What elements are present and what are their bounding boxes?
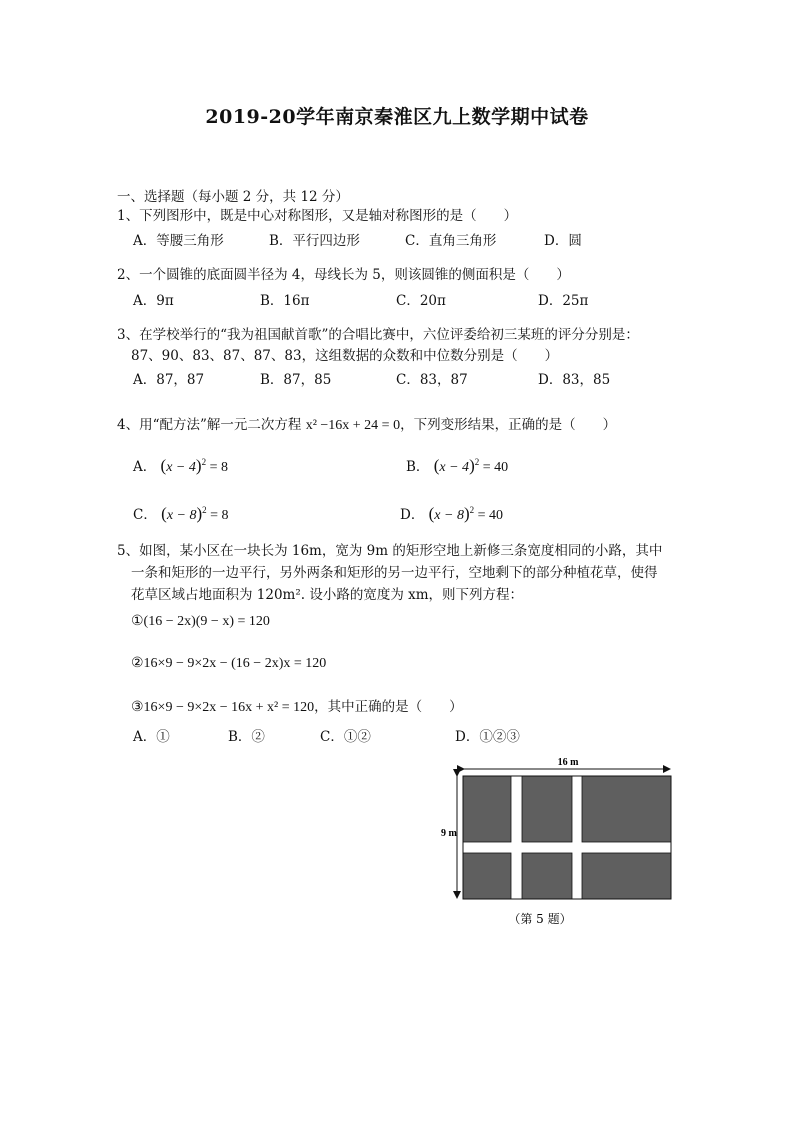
question-1-stem: 1、下列图形中，既是中心对称图形，又是轴对称图形的是（ ）: [117, 208, 518, 224]
garden-block: [463, 776, 511, 842]
q4-stem-suffix: ，下列变形结果，正确的是（ ）: [400, 417, 617, 433]
q4-option-a-exp: 2: [201, 457, 207, 467]
q3-option-d: D．83，85: [538, 372, 611, 388]
question-5-stem-line1: 5、如图，某小区在一块长为 16m，宽为 9m 的矩形空地上新修三条宽度相同的小路，其中: [117, 543, 663, 559]
width-label: 16 m: [557, 757, 579, 768]
question-3-stem-line2: 87、90、83、87、87、83，这组数据的众数和中位数分别是（ ）: [131, 348, 559, 364]
q2-option-a: A．9π: [133, 293, 174, 309]
q2-option-d: D．25π: [538, 293, 589, 309]
question-2-stem: 2、一个圆锥的底面圆半径为 4，母线长为 5，则该圆锥的侧面积是（ ）: [117, 267, 570, 283]
garden-block: [582, 853, 671, 899]
q5-equation-3-line: [131, 698, 463, 717]
q5-option-d: D．①②③: [455, 729, 520, 745]
q5-equation-1: ①(16 − 2x)(9 − x) = 120: [131, 614, 270, 629]
q3-option-c: C．83，87: [396, 372, 468, 388]
q4-option-b-rhs: = 40: [482, 460, 509, 475]
q4-option-d-rhs: = 40: [477, 508, 504, 523]
q5-equation-3-suffix: ，其中正确的是（ ）: [314, 699, 463, 715]
q4-option-b: B． $(x - 4)^2 = 40$: [406, 456, 509, 475]
q5-option-b: B．②: [228, 729, 265, 745]
question-5-stem-line2: 一条和矩形的一边平行，另外两条和矩形的另一边平行，空地剩下的部分种植花草，使得: [131, 565, 658, 581]
q4-option-c-rhs: = 8: [210, 508, 229, 523]
garden-block: [522, 853, 572, 899]
q1-option-a: A．等腰三角形: [133, 233, 224, 249]
section-heading: 一、选择题（每小题 2 分，共 12 分）: [117, 189, 349, 205]
q5-equation-2: ②16×9 − 9×2x − (16 − 2x)x = 120: [131, 656, 327, 671]
q1-option-c: C．直角三角形: [405, 233, 497, 249]
q5-option-a: A．①: [133, 729, 170, 745]
q4-option-a: A． $(x - 4)^2 = 8$: [133, 456, 228, 475]
garden-block: [582, 776, 671, 842]
question-5-stem-line3: 花草区域占地面积为 120m². 设小路的宽度为 xm，则下列方程：: [131, 587, 524, 603]
q5-figure: [438, 752, 698, 932]
q3-option-a: A．87，87: [133, 372, 205, 388]
question-4-stem: [117, 416, 616, 435]
q4-option-a-inner: x − 4: [166, 460, 196, 475]
q4-equation: x² −16x + 24 = 0: [305, 418, 401, 433]
q4-option-d: D． $(x - 8)^2 = 40$: [400, 504, 504, 523]
figure-caption: （第 5 题）: [508, 912, 572, 926]
q5-equation-3: ③16×9 − 9×2x − 16x + x² = 120: [131, 700, 315, 715]
q4-stem-prefix: 4、用“配方法”解一元二次方程: [117, 417, 306, 433]
q5-option-c: C．①②: [320, 729, 371, 745]
q4-option-d-exp: 2: [469, 505, 475, 515]
q3-option-b: B．87，85: [260, 372, 332, 388]
q4-option-d-letter: D．: [400, 507, 425, 523]
q2-option-c: C．20π: [396, 293, 446, 309]
q4-option-c: C． $(x - 8)^2 = 8$: [133, 504, 229, 523]
q1-option-b: B．平行四边形: [269, 233, 360, 249]
q4-option-c-inner: x − 8: [166, 508, 197, 523]
garden-block: [463, 853, 511, 899]
q4-option-c-letter: C．: [133, 507, 157, 523]
q4-option-b-inner: x − 4: [439, 460, 470, 475]
q2-option-b: B．16π: [260, 293, 310, 309]
q4-option-b-letter: B．: [406, 459, 430, 475]
q4-option-a-rhs: = 8: [209, 460, 228, 475]
q4-option-b-exp: 2: [474, 457, 480, 467]
q1-option-d: D．圆: [544, 233, 582, 249]
q4-option-c-exp: 2: [202, 505, 207, 515]
garden-block: [522, 776, 572, 842]
q4-option-d-inner: x − 8: [434, 508, 464, 523]
q4-option-a-letter: A．: [133, 459, 157, 475]
page-title: 2019-20学年南京秦淮区九上数学期中试卷: [205, 106, 589, 128]
height-label: 9 m: [441, 828, 457, 839]
question-3-stem-line1: 3、在学校举行的“我为祖国献首歌”的合唱比赛中，六位评委给初三某班的评分分别是：: [117, 327, 639, 343]
